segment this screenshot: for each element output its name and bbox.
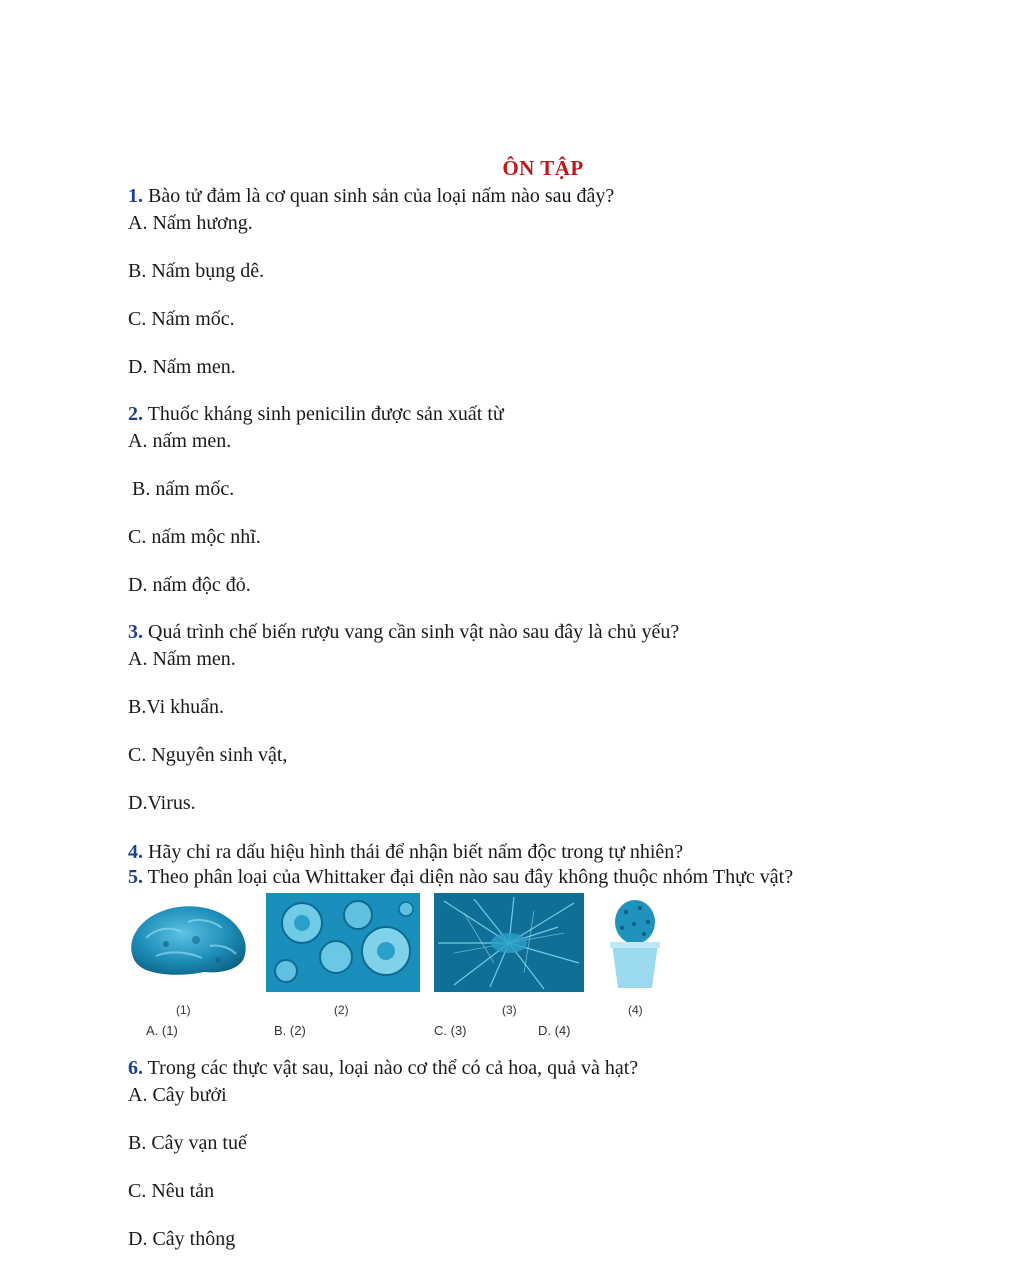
option-3c[interactable]: C. Nguyên sinh vật,: [128, 744, 288, 766]
option-5d[interactable]: D. (4): [538, 1023, 571, 1038]
image-label-3: (3): [502, 1003, 517, 1017]
option-3a[interactable]: A. Nấm men.: [128, 648, 236, 670]
image-4-cactus-icon: [604, 898, 666, 990]
option-6b[interactable]: B. Cây vạn tuế: [128, 1132, 247, 1154]
question-text: Thuốc kháng sinh penicilin được sản xuất từ: [147, 403, 504, 425]
option-6a[interactable]: A. Cây bưởi: [128, 1084, 227, 1106]
question-text: Theo phân loại của Whittaker đại diện nào sau đây không thuộc nhóm Thực vật?: [147, 866, 794, 888]
image-3-mold-icon: [434, 893, 584, 992]
question-2: [128, 402, 504, 426]
option-5b[interactable]: B. (2): [274, 1023, 306, 1038]
image-label-4: (4): [628, 1003, 643, 1017]
option-5a[interactable]: A. (1): [146, 1023, 178, 1038]
question-number: 4.: [128, 841, 143, 863]
question-number: 3.: [128, 621, 143, 643]
option-1a[interactable]: A. Nấm hương.: [128, 212, 253, 234]
question-3: [128, 620, 679, 644]
option-2b[interactable]: B. nấm mốc.: [132, 478, 235, 500]
question-text: Trong các thực vật sau, loại nào cơ thể có cả hoa, quả và hạt?: [147, 1057, 639, 1079]
image-label-2: (2): [334, 1003, 349, 1017]
question-number: 5.: [128, 866, 143, 888]
option-5c[interactable]: C. (3): [434, 1023, 467, 1038]
image-2-cells-icon: [266, 893, 420, 992]
option-3b[interactable]: B.Vi khuẩn.: [128, 696, 225, 718]
option-1d[interactable]: D. Nấm men.: [128, 356, 236, 378]
question-4: [128, 840, 683, 864]
question-text: Bào tử đảm là cơ quan sinh sản của loại nấm nào sau đây?: [148, 185, 615, 207]
image-label-1: (1): [176, 1003, 191, 1017]
question-1: [128, 184, 614, 208]
question-number: 2.: [128, 403, 143, 425]
question-number: 1.: [128, 185, 143, 207]
question-text: Hãy chỉ ra dấu hiệu hình thái để nhận biết nấm độc trong tự nhiên?: [148, 841, 684, 863]
option-1c[interactable]: C. Nấm mốc.: [128, 308, 235, 330]
option-2c[interactable]: C. nấm mộc nhĩ.: [128, 526, 261, 548]
question-5: [128, 865, 793, 889]
option-3d[interactable]: D.Virus.: [128, 792, 196, 814]
page-title: ÔN TẬP: [502, 156, 584, 180]
question-6: [128, 1056, 638, 1080]
question-text: Quá trình chế biến rượu vang cần sinh vật nào sau đây là chủ yếu?: [148, 621, 680, 643]
image-1-fungus-icon: [126, 898, 252, 980]
option-2d[interactable]: D. nấm độc đỏ.: [128, 574, 251, 596]
question-number: 6.: [128, 1057, 143, 1079]
option-6d[interactable]: D. Cây thông: [128, 1228, 236, 1250]
option-1b[interactable]: B. Nấm bụng dê.: [128, 260, 265, 282]
option-6c[interactable]: C. Nêu tản: [128, 1180, 215, 1202]
option-2a[interactable]: A. nấm men.: [128, 430, 232, 452]
